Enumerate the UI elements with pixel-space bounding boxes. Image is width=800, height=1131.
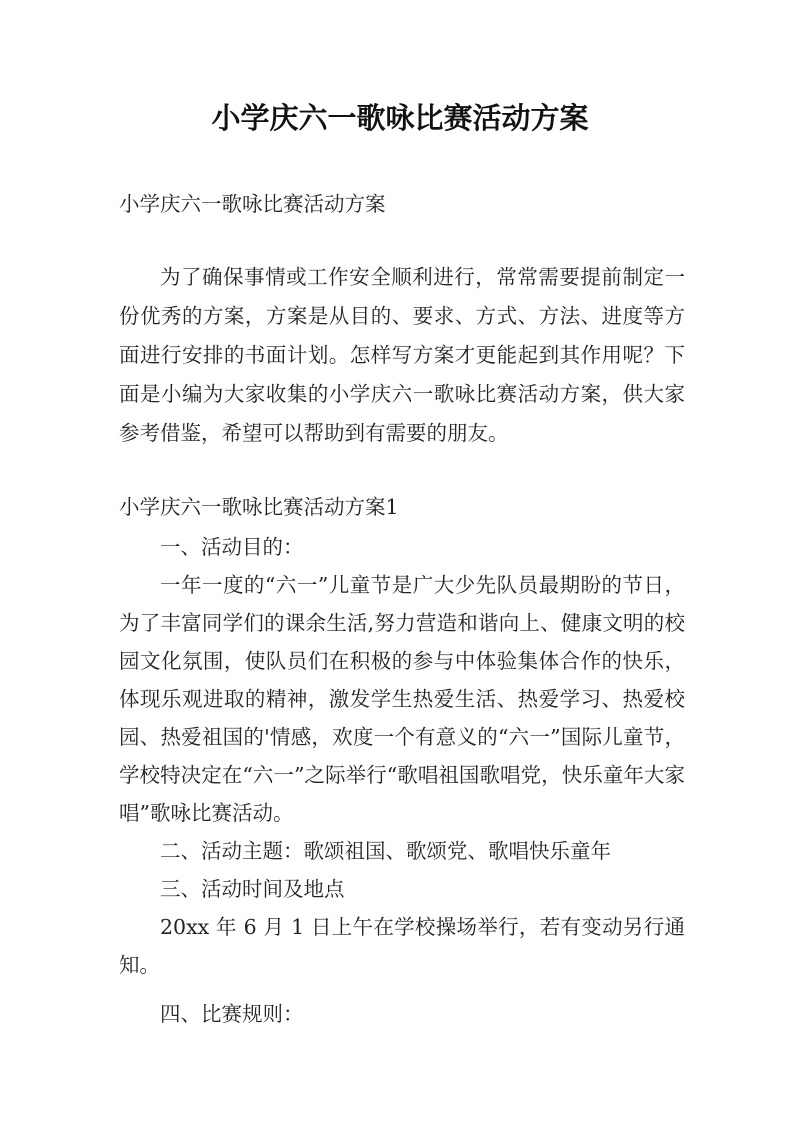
paragraph-time-place: 20xx 年 6 月 1 日上午在学校操场举行，若有变动另行通知。 <box>119 915 685 977</box>
heading-theme: 二、活动主题：歌颂祖国、歌颂党、歌唱快乐童年 <box>160 839 611 863</box>
section-title: 小学庆六一歌咏比赛活动方案1 <box>119 495 399 519</box>
paragraph-purpose: 一年一度的“六一”儿童节是广大少先队员最期盼的节日，为了丰富同学们的课余生活,努力营造和谐向上、健康文明的校园文化氛围，使队员们在积极的参与中体验集体合作的快乐，体现乐观进取的精神，激发学生热爱生活、热爱学习、热爱校园、热爱祖国的'情感，欢度一个有意义的“六一”国际儿童节，学校特决定在“六一”之际举行“歌唱祖国歌唱党，快乐童年大家唱”歌咏比赛活动。 <box>119 573 685 825</box>
section-content <box>119 528 685 1033</box>
intro-paragraph: 为了确保事情或工作安全顺利进行，常常需要提前制定一份优秀的方案，方案是从目的、要求、方式、方法、进度等方面进行安排的书面计划。怎样写方案才更能起到其作用呢？下面是小编为大家收集的小学庆六一歌咏比赛活动方案，供大家参考借鉴，希望可以帮助到有需要的朋友。 <box>119 265 685 445</box>
heading-rules: 四、比赛规则： <box>160 1002 304 1026</box>
document-subtitle: 小学庆六一歌咏比赛活动方案 <box>119 192 386 216</box>
document-title: 小学庆六一歌咏比赛活动方案 <box>211 101 589 135</box>
heading-time-place: 三、活动时间及地点 <box>160 877 345 901</box>
heading-purpose: 一、活动目的： <box>160 535 304 559</box>
